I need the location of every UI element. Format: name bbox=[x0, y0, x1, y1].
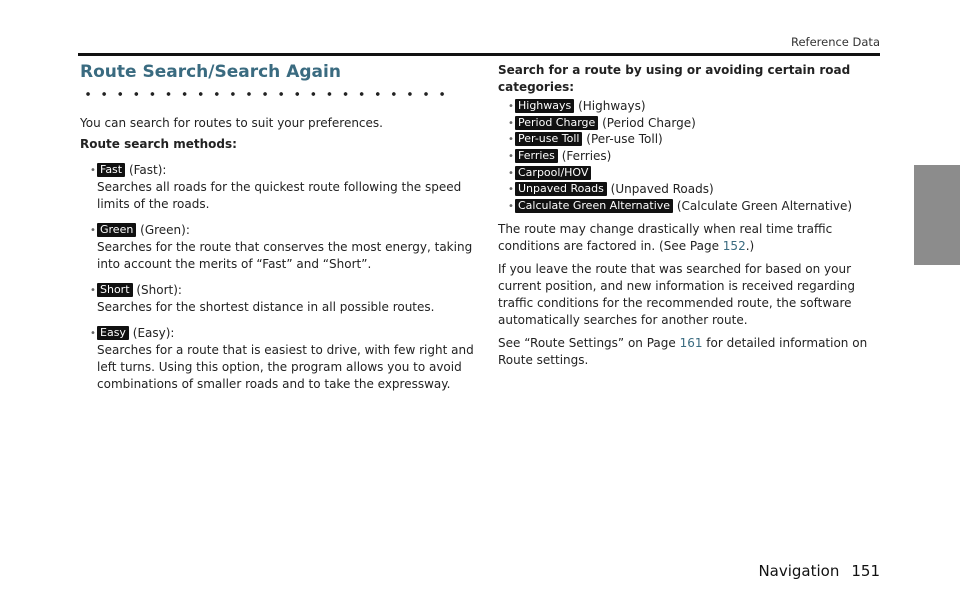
page-161-link[interactable]: 161 bbox=[679, 335, 703, 350]
road-categories-heading: Search for a route by using or avoiding certain road categories: bbox=[498, 63, 851, 94]
method-description: Searches for the route that conserves the most energy, taking into account the merits of “Fast” and “Short”. bbox=[97, 240, 473, 271]
category-label: (Period Charge) bbox=[602, 115, 696, 130]
page-number: 151 bbox=[851, 562, 880, 580]
traffic-conditions-paragraph bbox=[498, 221, 880, 255]
per-use-toll-button-label: Per-use Toll bbox=[515, 132, 582, 146]
period-charge-button-label: Period Charge bbox=[515, 116, 598, 130]
paragraph-text: for detailed information on Route settings. bbox=[498, 335, 868, 367]
category-label: (Per-use Toll) bbox=[586, 132, 663, 147]
bullet-icon: • bbox=[508, 167, 514, 179]
category-item-period-charge bbox=[498, 115, 880, 132]
category-label: (Ferries) bbox=[561, 149, 612, 164]
bullet-icon: • bbox=[508, 101, 514, 112]
method-item-green bbox=[80, 222, 475, 273]
bullet-icon: • bbox=[508, 201, 514, 213]
methods-heading: Route search methods: bbox=[80, 137, 237, 151]
paragraph-text: The route may change drastically when real time traffic conditions are factored in. (See Page bbox=[498, 221, 833, 253]
green-button-label: Green bbox=[97, 223, 136, 237]
header-section-label: Reference Data bbox=[790, 35, 880, 49]
method-item-easy bbox=[80, 325, 475, 393]
fast-button-label: Fast bbox=[97, 163, 125, 177]
category-item-highways bbox=[498, 98, 880, 115]
section-title: Route Search/Search Again bbox=[80, 62, 341, 82]
category-label: (Highways) bbox=[578, 99, 646, 113]
short-button-label: Short bbox=[97, 283, 133, 297]
dotted-divider bbox=[80, 89, 452, 99]
highways-button-label: Highways bbox=[515, 99, 574, 113]
carpool-hov-button-label: Carpool/HOV bbox=[515, 166, 591, 180]
left-column bbox=[80, 58, 475, 393]
paragraph-text: .) bbox=[745, 238, 755, 253]
category-label: (Unpaved Roads) bbox=[610, 182, 714, 197]
category-item-ferries bbox=[498, 148, 880, 165]
category-item-calculate-green-alternative bbox=[498, 198, 880, 215]
paragraph-text: See “Route Settings” on Page bbox=[498, 335, 680, 350]
page-152-link[interactable]: 152 bbox=[722, 238, 746, 253]
method-label: (Fast): bbox=[128, 163, 167, 177]
unpaved-roads-button-label: Unpaved Roads bbox=[515, 182, 607, 196]
bullet-icon: • bbox=[90, 225, 96, 236]
right-column bbox=[498, 58, 880, 369]
auto-reroute-paragraph: If you leave the route that was searched for based on your current position, and new information is received regarding traffic conditions for the recommended route, the software automatically searches for another route. bbox=[498, 261, 855, 327]
bullet-icon: • bbox=[508, 151, 514, 163]
route-settings-paragraph bbox=[498, 335, 880, 369]
bullet-icon: • bbox=[90, 165, 96, 176]
top-rule bbox=[78, 53, 880, 56]
method-label: (Short): bbox=[136, 283, 182, 297]
category-item-per-use-toll bbox=[498, 131, 880, 148]
bullet-icon: • bbox=[90, 285, 96, 296]
method-description: Searches for a route that is easiest to drive, with few right and left turns. Using this option, the program allows you to avoid combinations of smaller roads and to take the expressway. bbox=[97, 343, 474, 391]
category-item-unpaved-roads bbox=[498, 181, 880, 198]
easy-button-label: Easy bbox=[97, 326, 129, 340]
method-description: Searches for the shortest distance in all possible routes. bbox=[97, 300, 435, 314]
category-label: (Calculate Green Alternative) bbox=[676, 199, 853, 214]
method-description: Searches all roads for the quickest route following the speed limits of the roads. bbox=[97, 180, 462, 211]
page-footer bbox=[758, 562, 880, 580]
calculate-green-alternative-button-label: Calculate Green Alternative bbox=[515, 199, 673, 213]
ferries-button-label: Ferries bbox=[515, 149, 558, 163]
section-side-tab bbox=[914, 165, 960, 265]
method-label: (Green): bbox=[140, 223, 190, 237]
chapter-name: Navigation bbox=[758, 562, 840, 580]
category-item-carpool-hov bbox=[498, 165, 880, 182]
method-label: (Easy): bbox=[132, 326, 175, 340]
method-item-short bbox=[80, 282, 475, 316]
road-category-list bbox=[498, 98, 880, 215]
method-item-fast bbox=[80, 162, 475, 213]
bullet-icon: • bbox=[508, 134, 514, 146]
bullet-icon: • bbox=[508, 184, 514, 196]
intro-text: You can search for routes to suit your preferences. bbox=[80, 116, 383, 130]
bullet-icon: • bbox=[90, 328, 96, 339]
bullet-icon: • bbox=[508, 117, 514, 129]
